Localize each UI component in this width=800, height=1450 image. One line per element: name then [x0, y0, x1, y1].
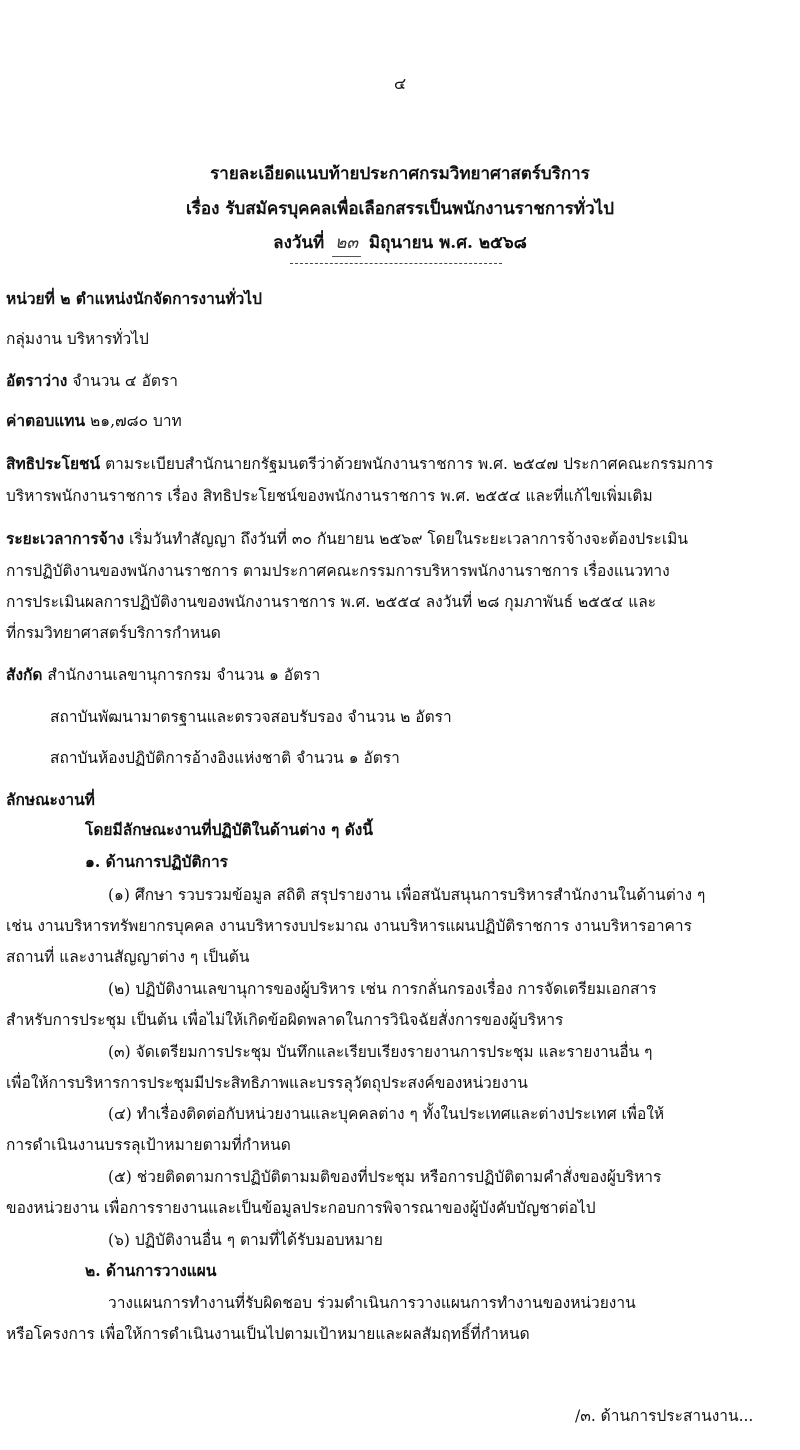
affiliation-label: สังกัด [6, 665, 43, 684]
salary-line [6, 409, 182, 433]
section-2-line-1: วางแผนการทำงานที่รับผิดชอบ ร่วมดำเนินการวางแผนการทำงานของหน่วยงาน [108, 1294, 636, 1312]
benefits-line-1 [6, 452, 713, 476]
item-2-line-2: สำหรับการประชุม เป็นต้น เพื่อไม่ให้เกิดข้อผิดพลาดในการวินิจฉัยสั่งการของผู้บริหาร [6, 1011, 564, 1029]
work-group: กลุ่มงาน บริหารทั่วไป [6, 330, 149, 348]
affiliation-text-1: สำนักงานเลขานุการกรม จำนวน ๑ อัตรา [47, 666, 321, 684]
term-line-2: การปฏิบัติงานของพนักงานราชการ ตามประกาศคณะกรรมการบริหารพนักงานราชการ เรื่องแนวทาง [6, 562, 670, 580]
benefits-line-2: บริหารพนักงานราชการ เรื่อง สิทธิประโยชน์ของพนักงานราชการ พ.ศ. ๒๕๕๔ และที่แก้ไขเพิ่มเติม [6, 487, 653, 505]
page-number: ๔ [393, 74, 407, 93]
vacancy-value: จำนวน ๔ อัตรา [72, 372, 178, 390]
header-line-1: รายละเอียดแนบท้ายประกาศกรมวิทยาศาสตร์บริการ [210, 164, 590, 184]
item-4-line-2: การดำเนินงานบรรลุเป้าหมายตามที่กำหนด [6, 1136, 291, 1154]
vacancy-line [6, 369, 178, 393]
header-date-line [0, 229, 800, 257]
continuation-note: /๓. ด้านการประสานงาน... [575, 1407, 754, 1425]
item-3-line-2: เพื่อให้การบริหารการประชุมมีประสิทธิภาพและบรรลุวัตถุประสงค์ของหน่วยงาน [6, 1074, 528, 1092]
section-2-line-2: หรือโครงการ เพื่อให้การดำเนินงานเป็นไปตามเป้าหมายและผลสัมฤทธิ์ที่กำหนด [6, 1325, 530, 1343]
term-line-4: ที่กรมวิทยาศาสตร์บริการกำหนด [6, 624, 221, 642]
date-suffix: มิถุนายน พ.ศ. ๒๕๖๘ [368, 233, 527, 253]
section-2-heading: ๒. ด้านการวางแผน [85, 1261, 217, 1280]
item-3-line-1: (๓) จัดเตรียมการประชุม บันทึกและเรียบเรียงรายงานการประชุม และรายงานอื่น ๆ [108, 1043, 653, 1061]
job-heading: ลักษณะงานที่ [6, 790, 95, 809]
section-1-heading: ๑. ด้านการปฏิบัติการ [85, 852, 228, 871]
item-6-line: (๖) ปฏิบัติงานอื่น ๆ ตามที่ได้รับมอบหมาย [108, 1231, 383, 1249]
affiliation-line-2: สถาบันพัฒนามาตรฐานและตรวจสอบรับรอง จำนวน ๒ อัตรา [50, 708, 452, 726]
salary-value: ๒๑,๗๘๐ บาท [90, 412, 182, 430]
affiliation-line-1 [6, 663, 320, 687]
item-1-line-3: สถานที่ และงานสัญญาต่าง ๆ เป็นต้น [6, 948, 250, 966]
header-line-2: เรื่อง รับสมัครบุคคลเพื่อเลือกสรรเป็นพนักงานราชการทั่วไป [185, 199, 614, 219]
item-1-line-1: (๑) ศึกษา รวบรวมข้อมูล สถิติ สรุปรายงาน เพื่อสนับสนุนการบริหารสำนักงานในด้านต่าง ๆ [108, 886, 706, 904]
job-intro: โดยมีลักษณะงานที่ปฏิบัติในด้านต่าง ๆ ดังนี้ [85, 820, 373, 839]
salary-label: ค่าตอบแทน [6, 411, 86, 430]
item-5-line-1: (๕) ช่วยติดตามการปฏิบัติตามมติของที่ประชุม หรือการปฏิบัติตามคำสั่งของผู้บริหาร [108, 1168, 662, 1186]
affiliation-line-3: สถาบันห้องปฏิบัติการอ้างอิงแห่งชาติ จำนวน ๑ อัตรา [50, 749, 400, 767]
header-separator [290, 263, 502, 264]
benefits-label: สิทธิประโยชน์ [6, 454, 101, 473]
item-1-line-2: เช่น งานบริหารทรัพยากรบุคคล งานบริหารงบประมาณ งานบริหารแผนปฏิบัติราชการ งานบริหารอาคาร [6, 917, 692, 935]
vacancy-label: อัตราว่าง [6, 371, 68, 390]
term-label: ระยะเวลาการจ้าง [6, 529, 125, 548]
handwritten-date-day: ๒๓ [332, 229, 361, 257]
unit-title: หน่วยที่ ๒ ตำแหน่งนักจัดการงานทั่วไป [6, 289, 262, 308]
item-4-line-1: (๔) ทำเรื่องติดต่อกับหน่วยงานและบุคคลต่าง ๆ ทั้งในประเทศและต่างประเทศ เพื่อให้ [108, 1105, 665, 1123]
term-line-3: การประเมินผลการปฏิบัติงานของพนักงานราชการ พ.ศ. ๒๕๕๔ ลงวันที่ ๒๘ กุมภาพันธ์ ๒๕๕๔ และ [6, 593, 657, 611]
item-2-line-1: (๒) ปฏิบัติงานเลขานุการของผู้บริหาร เช่น การกลั่นกรองเรื่อง การจัดเตรียมเอกสาร [108, 980, 657, 998]
term-line-1 [6, 527, 688, 551]
date-prefix: ลงวันที่ [273, 233, 325, 253]
term-text-1: เริ่มวันทำสัญญา ถึงวันที่ ๓๐ กันยายน ๒๕๖๙ โดยในระยะเวลาการจ้างจะต้องประเมิน [128, 530, 688, 548]
item-5-line-2: ของหน่วยงาน เพื่อการรายงานและเป็นข้อมูลประกอบการพิจารณาของผู้บังคับบัญชาต่อไป [6, 1199, 596, 1217]
benefits-text-1: ตามระเบียบสำนักนายกรัฐมนตรีว่าด้วยพนักงานราชการ พ.ศ. ๒๕๔๗ ประกาศคณะกรรมการ [105, 455, 714, 473]
